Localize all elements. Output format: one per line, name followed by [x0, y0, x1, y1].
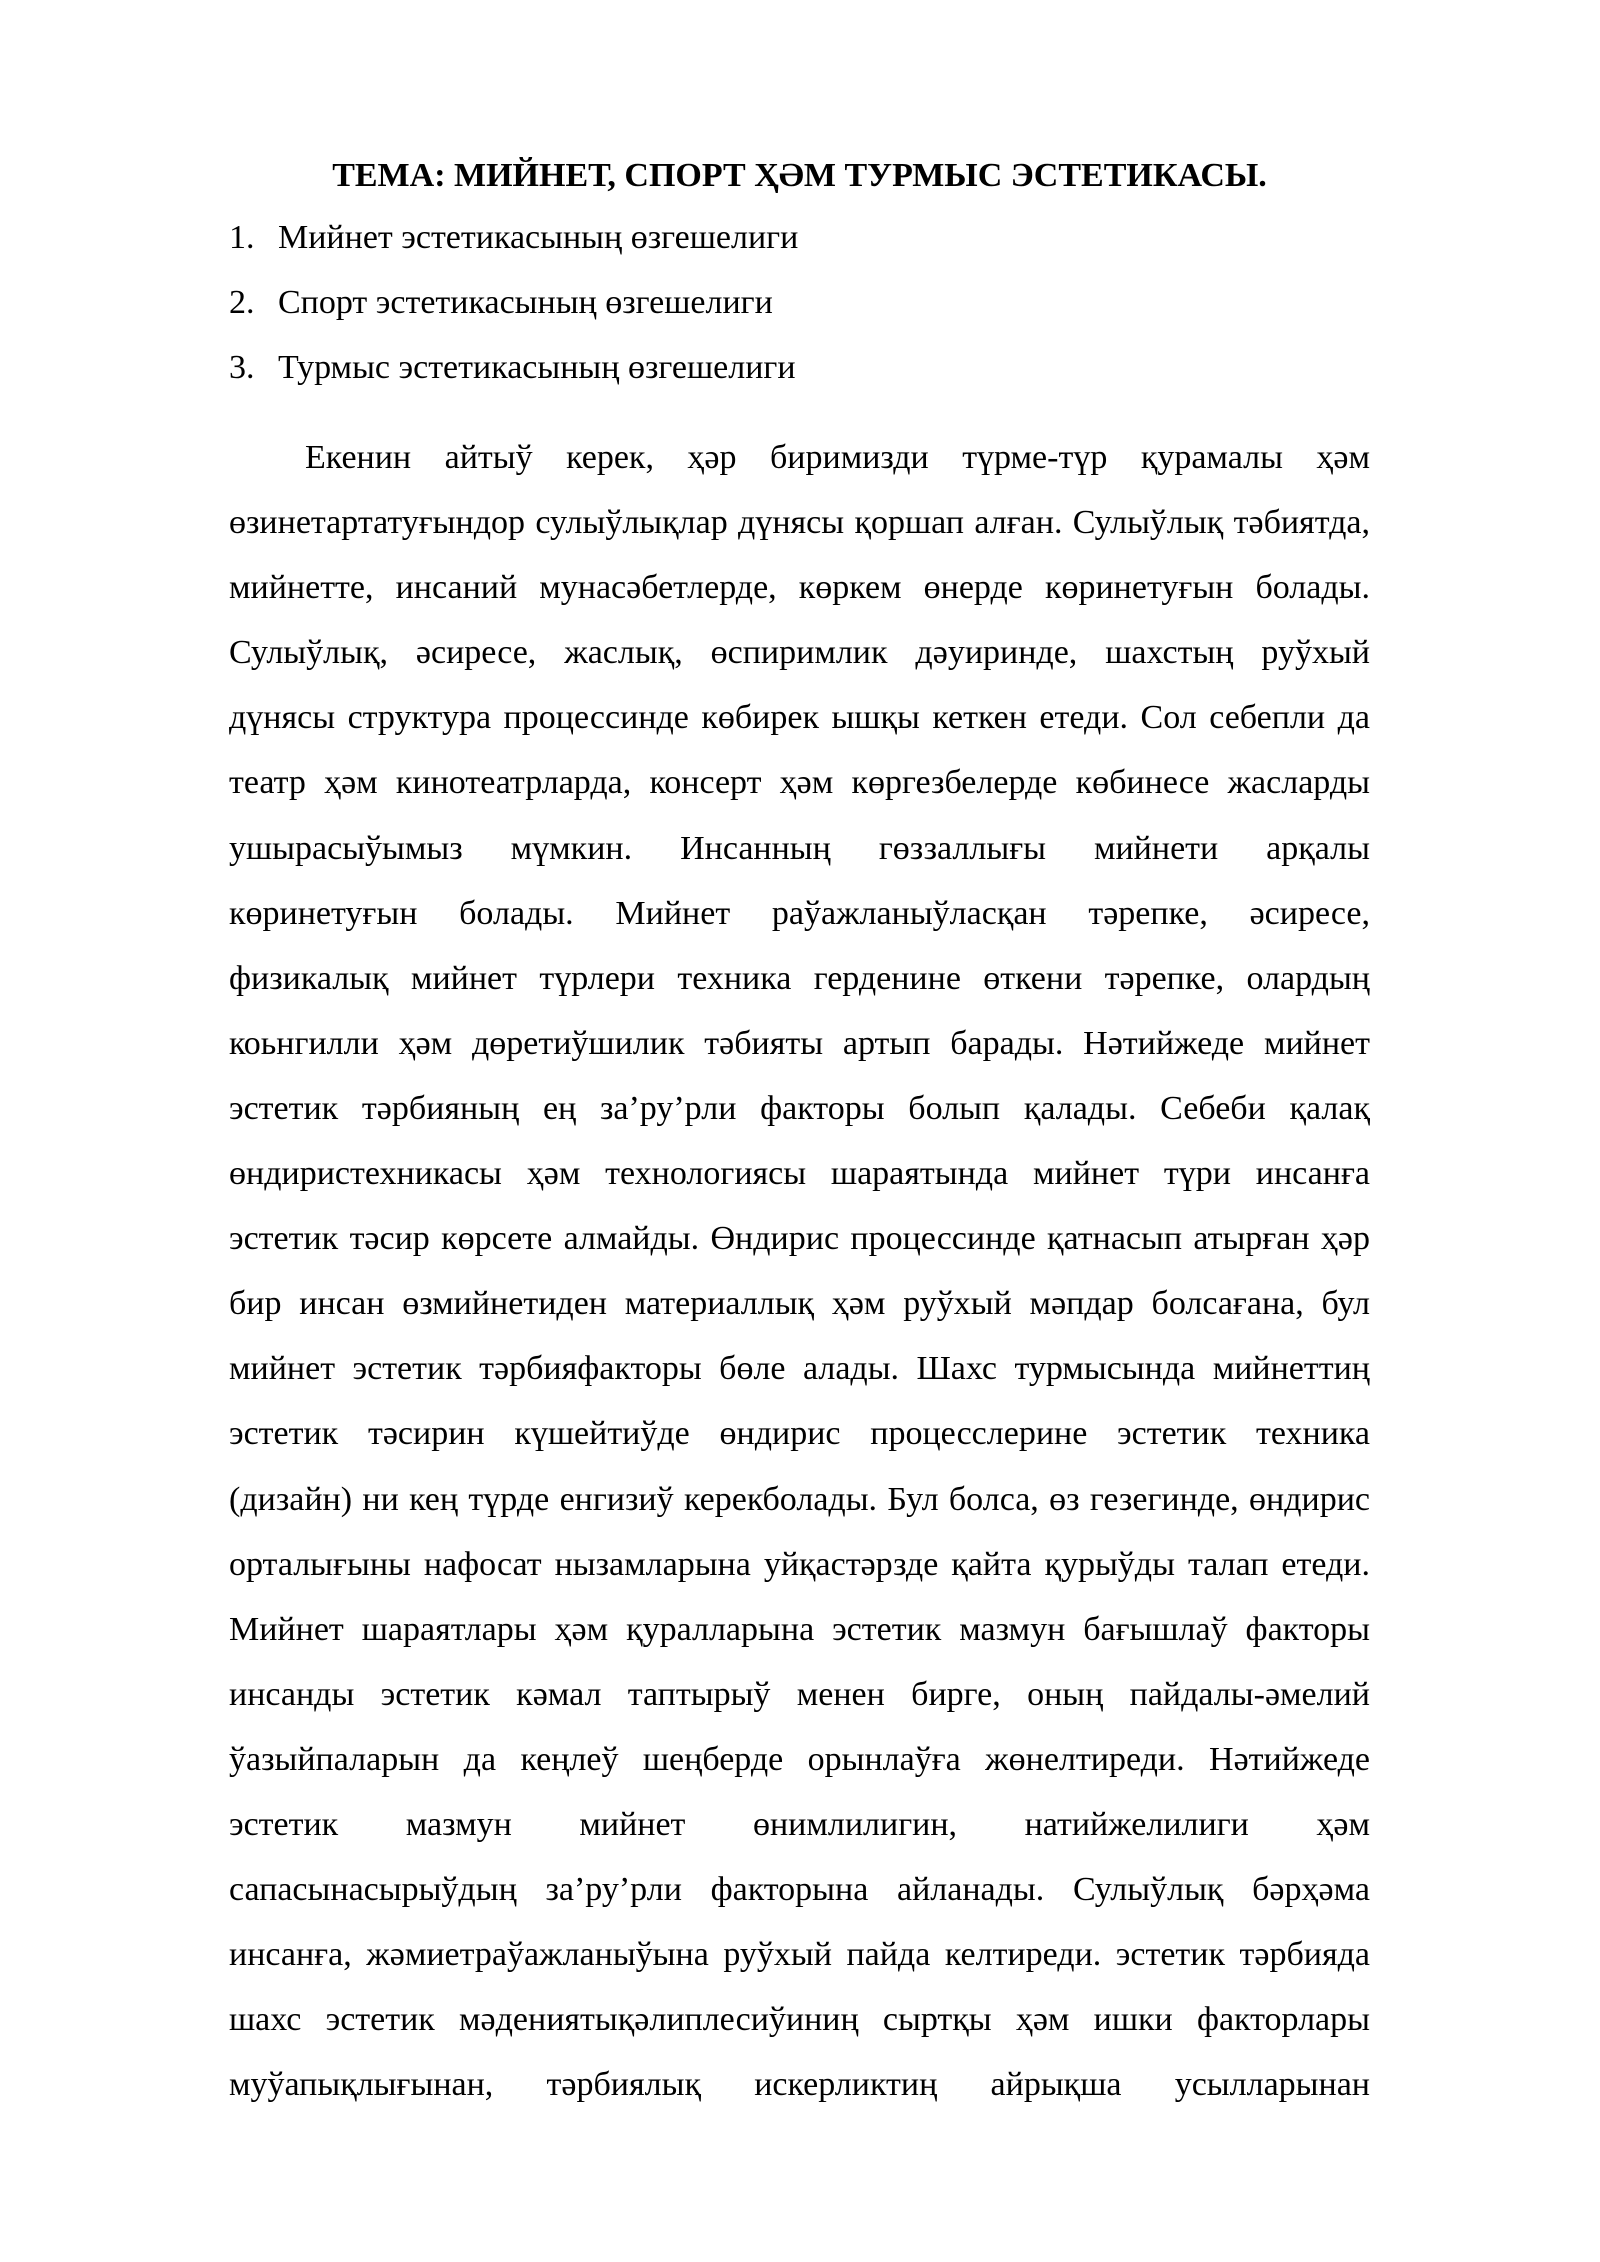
outline-text: Турмыс эстетикасының өзгешелиги — [278, 349, 796, 386]
paragraph-line: өзинетартатуғындор сулыўлықлар дүнясы қоршап алған. Сулыўлық тәбиятда, — [229, 504, 1370, 542]
document-title: ТЕМА: МИЙНЕТ, СПОРТ ҲӘМ ТУРМЫС ЭСТЕТИКАСЫ. — [332, 157, 1267, 194]
outline-number: 1. — [229, 219, 255, 256]
paragraph-line: (дизайн) ни кең түрде енгизиў керекболады. Бул болса, өз гезегинде, өндирис — [229, 1480, 1370, 1518]
paragraph-line: ўазыйпаларын да кеңлеў шеңберде орынлаўға жөнелтиреди. Нәтийжеде — [229, 1740, 1370, 1778]
paragraph-line: муўапықлығынан, тәрбиялық искерликтиң айрықша усылларынан — [229, 2066, 1370, 2104]
outline-text: Спорт эстетикасының өзгешелиги — [278, 284, 773, 321]
paragraph-line: Сулыўлық, әсиресе, жаслық, өспиримлик дәуиринде, шахстың руўхый — [229, 634, 1370, 672]
paragraph-line: өндиристехникасы ҳәм технологиясы шараятында мийнет түри инсанға — [229, 1155, 1370, 1193]
paragraph-line: Мийнет шараятлары ҳәм қуралларына эстетик мазмун бағышлаў факторы — [229, 1610, 1370, 1648]
paragraph-line: инсанды эстетик кәмал таптырыў менен бирге, оның пайдалы-әмелий — [229, 1675, 1370, 1713]
paragraph-line: эстетик тәрбияның ең за’ру’рли факторы болып қалады. Себеби қалақ — [229, 1089, 1370, 1127]
paragraph-line: коьнгилли ҳәм дөретиўшилик тәбияты артып барады. Нәтийжеде мийнет — [229, 1024, 1370, 1062]
paragraph-line: эстетик тәсир көрсете алмайды. Өндирис процессинде қатнасып атырған ҳәр — [229, 1220, 1370, 1258]
paragraph-line: орталығыны нафосат нызамларына уйқастәрзде қайта қурыўды талап етеди. — [229, 1545, 1370, 1583]
outline-item — [229, 344, 1370, 409]
paragraph-line: сапасынасырыўдың за’ру’рли факторына айланады. Сулыўлық бәрҳәма — [229, 1871, 1370, 1909]
paragraph-line: физикалық мийнет түрлери техника герденине өткени тәрепке, олардың — [229, 959, 1370, 997]
paragraph-line: мийнет эстетик тәрбияфакторы бөле алады. Шахс турмысында мийнеттиң — [229, 1350, 1370, 1388]
paragraph-line: эстетик тәсирин күшейтиўде өндирис процесслерине эстетик техника — [229, 1415, 1370, 1453]
paragraph-line: шахс эстетик мәдениятықәлиплесиўиниң сыртқы ҳәм ишки факторлары — [229, 2001, 1370, 2039]
paragraph-line: дүнясы структура процессинде көбирек ышқы кеткен етеди. Сол себепли да — [229, 699, 1370, 737]
paragraph-line: эстетик мазмун мийнет өнимлилигин, натийжелилиги ҳәм — [229, 1805, 1370, 1843]
paragraph-line: мийнетте, инсаний мунасәбетлерде, көркем өнерде көринетуғын болады. — [229, 569, 1370, 607]
paragraph-line: көринетуғын болады. Мийнет раўажланыўласқан тәрепке, әсиресе, — [229, 894, 1370, 932]
outline-text: Мийнет эстетикасының өзгешелиги — [278, 219, 799, 256]
paragraph-line: театр ҳәм кинотеатрларда, консерт ҳәм көргезбелерде көбинесе жасларды — [229, 764, 1370, 802]
outline-item — [229, 279, 1370, 344]
paragraph-line: Екенин айтыў керек, ҳәр биримизди түрме-түр қурамалы ҳәм — [305, 439, 1370, 476]
body-paragraph — [229, 425, 1370, 2117]
paragraph-line: инсанға, жәмиетраўажланыўына руўхый пайда келтиреди. эстетик тәрбияда — [229, 1936, 1370, 1974]
paragraph-line: бир инсан өзмийнетиден материаллық ҳәм руўхый мәпдар болсағана, бул — [229, 1285, 1370, 1323]
outline-number: 2. — [229, 284, 255, 321]
outline-number: 3. — [229, 349, 255, 386]
paragraph-line: ушырасыўымыз мүмкин. Инсанның гөззаллығы мийнети арқалы — [229, 829, 1370, 867]
topic-outline — [229, 214, 1370, 409]
outline-item — [229, 214, 1370, 279]
